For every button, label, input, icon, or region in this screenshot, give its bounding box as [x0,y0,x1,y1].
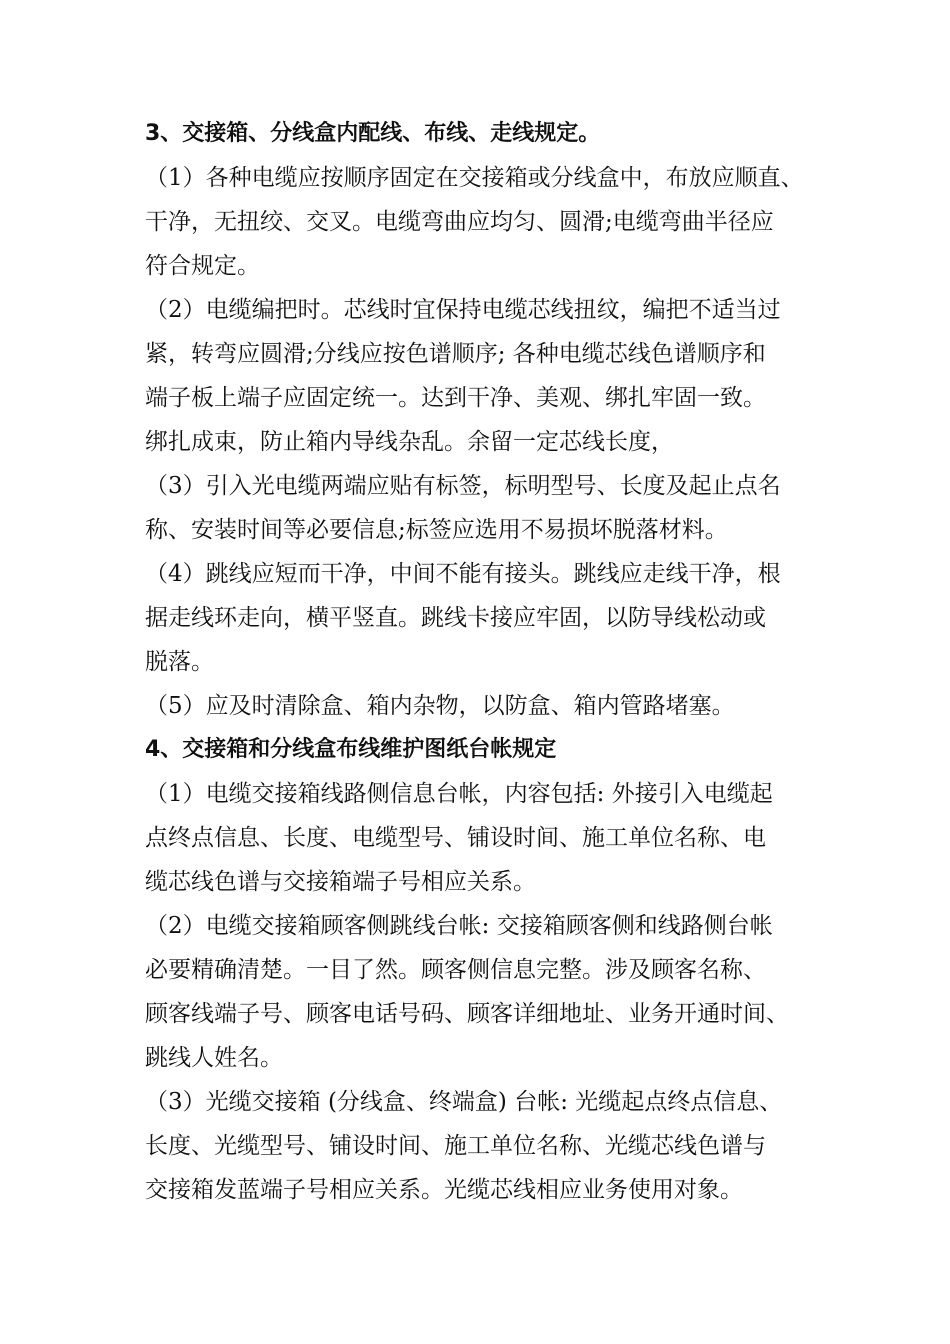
text-line: （3）引入光电缆两端应贴有标签，标明型号、长度及起止点名 [145,473,781,499]
text-line: （1）电缆交接箱线路侧信息台帐，内容包括: 外接引入电缆起 [145,781,773,807]
text-line: 交接箱发蓝端子号相应关系。光缆芯线相应业务使用对象。 [145,1177,743,1203]
text-line: 干净，无扭绞、交叉。电缆弯曲应均匀、圆滑;电缆弯曲半径应 [145,209,774,235]
text-line: （1）各种电缆应按顺序固定在交接箱或分线盒中，布放应顺直、 [145,165,804,191]
section-4-heading: 4、交接箱和分线盒布线维护图纸台帐规定 [145,737,557,762]
text-line: （5）应及时清除盒、箱内杂物，以防盒、箱内管路堵塞。 [145,693,735,719]
document-page [145,112,825,1212]
section-3-item-4 [145,552,825,684]
section-3-item-1 [145,156,825,288]
section-3-item-2 [145,288,825,464]
text-line: 必要精确清楚。一目了然。顾客侧信息完整。涉及顾客名称、 [145,957,766,983]
text-line: 端子板上端子应固定统一。达到干净、美观、绑扎牢固一致。 [145,385,766,411]
section-4-item-1 [145,772,825,904]
text-line: 据走线环走向，横平竖直。跳线卡接应牢固，以防导线松动或 [145,605,766,631]
section-4-item-3 [145,1080,825,1212]
section-4-item-2 [145,904,825,1080]
text-line: （2）电缆交接箱顾客侧跳线台帐: 交接箱顾客侧和线路侧台帐 [145,913,773,939]
section-3-heading: 3、交接箱、分线盒内配线、布线、走线规定。 [145,121,601,146]
text-line: 缆芯线色谱与交接箱端子号相应关系。 [145,869,536,895]
text-line: 脱落。 [145,649,214,675]
text-line: 紧，转弯应圆滑;分线应按色谱顺序; 各种电缆芯线色谱顺序和 [145,341,766,367]
text-line: （4）跳线应短而干净，中间不能有接头。跳线应走线干净，根 [145,561,781,587]
text-line: 称、安装时间等必要信息;标签应选用不易损坏脱落材料。 [145,517,728,543]
text-line: （2）电缆编把时。芯线时宜保持电缆芯线扭纹，编把不适当过 [145,297,781,323]
text-line: 顾客线端子号、顾客电话号码、顾客详细地址、业务开通时间、 [145,1001,789,1027]
text-line: 点终点信息、长度、电缆型号、铺设时间、施工单位名称、电 [145,825,766,851]
text-line: 符合规定。 [145,253,260,279]
text-line: 长度、光缆型号、铺设时间、施工单位名称、光缆芯线色谱与 [145,1133,766,1159]
text-line: 跳线人姓名。 [145,1045,283,1071]
section-3-item-5 [145,684,825,728]
section-3-item-3 [145,464,825,552]
text-line: 绑扎成束，防止箱内导线杂乱。余留一定芯线长度， [145,429,674,455]
text-line: （3）光缆交接箱 (分线盒、终端盒) 台帐: 光缆起点终点信息、 [145,1089,783,1115]
